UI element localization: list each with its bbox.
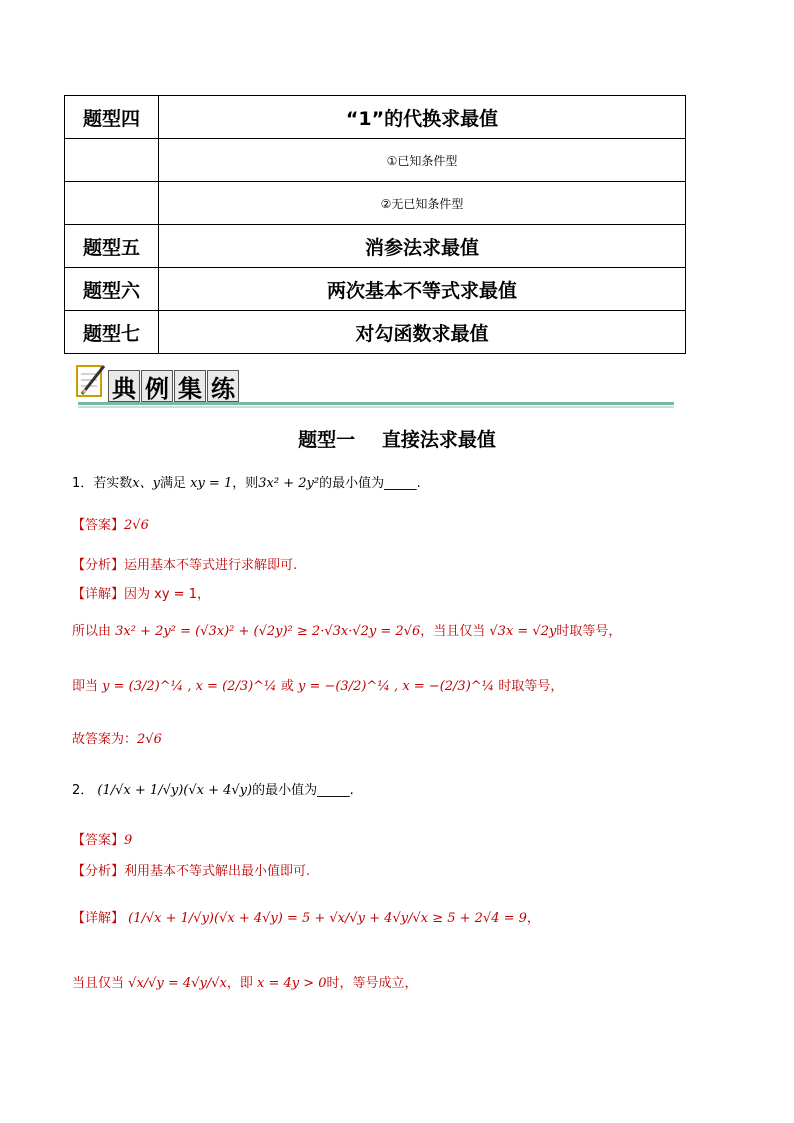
type-code [65,139,159,182]
type-code: 题型五 [65,225,159,268]
type-name: 对勾函数求最值 [159,311,686,354]
examples-banner [74,360,674,410]
banner-title [108,370,240,402]
table-row [65,268,686,311]
type-name: ②无已知条件型 [159,182,686,225]
problem-1-stem: 1．若实数x、y满足 xy = 1，则3x² + 2y²的最小值为_____. [72,476,421,491]
type-code: 题型六 [65,268,159,311]
type-name: ①已知条件型 [159,139,686,182]
table-row [65,311,686,354]
types-table [64,95,686,354]
banner-char: 练 [207,370,239,402]
problem-2-detail-1: 【详解】 (1/√x + 1/√y)(√x + 4√y) = 5 + √x/√y + 4√y/√x ≥ 5 + 2√4 = 9， [72,911,540,926]
banner-underline-light [78,406,674,408]
table-row [65,96,686,139]
type-code: 题型七 [65,311,159,354]
problem-1-detail-3: 即当 y = (3/2)^¼ , x = (2/3)^¼ 或 y = −(3/2)^¼ , x = −(2/3)^¼ 时取等号， [72,679,564,694]
banner-char: 例 [141,370,173,402]
type-name: 两次基本不等式求最值 [159,268,686,311]
section-code: 题型一 [298,429,356,451]
table-row [65,139,686,182]
section-title [0,425,794,452]
problem-2-detail-2: 当且仅当 √x/√y = 4√y/√x，即 x = 4y > 0时，等号成立， [72,976,418,991]
type-name: 消参法求最值 [159,225,686,268]
banner-char: 集 [174,370,206,402]
problem-2-stem: 2． (1/√x + 1/√y)(√x + 4√y)的最小值为_____. [72,783,354,798]
table-row [65,225,686,268]
type-code: 题型四 [65,96,159,139]
type-name: “1”的代换求最值 [159,96,686,139]
banner-underline [78,402,674,405]
section-name: 直接法求最值 [381,429,496,451]
notepad-pencil-icon [74,360,110,400]
problem-2-answer: 【答案】9 [72,833,133,848]
problem-1-analysis: 【分析】运用基本不等式进行求解即可. [72,558,298,573]
table-row [65,182,686,225]
problem-1-detail-2: 所以由 3x² + 2y² = (√3x)² + (√2y)² ≥ 2·√3x·√2y = 2√6，当且仅当 √3x = √2y时取等号， [72,624,622,639]
problem-1-detail-4: 故答案为：2√6 [72,732,162,747]
problem-1-answer: 【答案】2√6 [72,518,149,533]
problem-2-analysis: 【分析】利用基本不等式解出最小值即可. [72,864,311,879]
problem-1-detail-1: 【详解】因为 xy = 1， [72,587,210,602]
type-code [65,182,159,225]
banner-char: 典 [108,370,140,402]
